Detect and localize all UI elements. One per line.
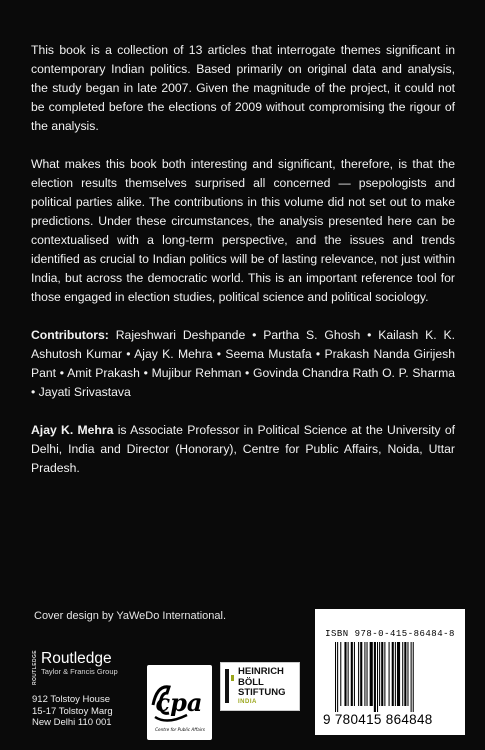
barcode-bar — [395, 642, 396, 706]
address-line-3: New Delhi 110 001 — [32, 717, 112, 728]
isbn-digits: 9 780415 864848 — [323, 712, 433, 727]
boll-line-3: STIFTUNG — [238, 687, 286, 698]
barcode-graphic — [335, 642, 455, 712]
publisher-block — [32, 648, 142, 729]
barcode-bar — [367, 642, 368, 706]
cover-design-credit: Cover design by YaWeDo International. — [34, 610, 227, 622]
publisher-name: Routledge — [41, 650, 112, 667]
barcode-bar — [397, 642, 400, 706]
barcode-bar — [335, 642, 336, 712]
barcode-bar — [360, 642, 362, 706]
publisher-vertical-mark: ROUTLEDGE — [32, 650, 38, 686]
barcode-bar — [402, 642, 403, 706]
publisher-logo — [32, 648, 142, 688]
barcode-bar — [381, 642, 383, 706]
isbn-label: ISBN 978-0-415-86484-8 — [325, 629, 455, 639]
boll-line-2: BÖLL — [238, 676, 264, 688]
author-name: Ajay K. Mehra — [31, 423, 114, 437]
barcode-bar — [404, 642, 406, 706]
boll-logo-text — [238, 667, 286, 706]
boll-emblem-icon — [224, 667, 238, 707]
heinrich-boll-logo — [220, 662, 300, 711]
barcode-bar — [364, 642, 365, 706]
barcode-bar — [389, 642, 390, 706]
barcode-bar — [370, 642, 373, 706]
barcode-bar — [377, 642, 378, 712]
boll-line-4: INDIA — [238, 698, 257, 705]
contributors-paragraph — [31, 326, 455, 402]
barcode-bar — [392, 642, 394, 706]
barcode-panel — [315, 609, 465, 735]
publisher-address — [32, 694, 142, 729]
barcode-bar — [358, 642, 359, 706]
cpa-logo — [147, 665, 212, 740]
cpa-logo-caption: Centre for Public Affairs — [155, 727, 205, 732]
barcode-bar — [411, 642, 412, 712]
barcode-bar — [413, 642, 414, 712]
barcode-bar — [379, 642, 380, 706]
barcode-bar — [344, 642, 346, 706]
blurb-paragraph-1: This book is a collection of 13 articles that interrogate themes significant in contemporary Indian politics. Based primarily on original data and analysis, the study began in late 2007. Given the magnitude of the project, it could not be completed before the elections of 2009 without compromising the rigour of the analysis. — [31, 43, 455, 133]
address-line-1: 912 Tolstoy House — [32, 694, 110, 705]
author-bio-paragraph — [31, 421, 455, 478]
barcode-bar — [348, 642, 349, 706]
barcode-bar — [374, 642, 376, 712]
back-cover-blurb — [31, 41, 455, 497]
barcode-bar — [407, 642, 408, 706]
blurb-paragraph-2: What makes this book both interesting and significant, therefore, is that the election results themselves surprised all concerned — psepologists and political parties alike. The contributions in this volume did not set out to make predictions. Under these circumstances, the analysis presented here can be contextualised with a long-term perspective, and the issues and trends identified as crucial to Indian politics will be of lasting relevance, not just within India, but across the democratic world. This is an important reference tool for those engaged in election studies, political science and political sociology. — [31, 157, 455, 304]
contributors-label: Contributors: — [31, 328, 109, 342]
barcode-bar — [337, 642, 338, 712]
address-line-2: 15-17 Tolstoy Marg — [32, 705, 113, 717]
publisher-group: Taylor & Francis Group — [41, 667, 118, 676]
contributors-list: Rajeshwari Deshpande • Partha S. Ghosh • Kailash K. K. Ashutosh Kumar • Ajay K. Mehra • Seema Mustafa • Prakash Nanda Girijesh Pant • Amit Prakash • Mujibur Rehman • Govinda Chandra Rath O. P. Sharma • Jayati Srivastava — [31, 328, 456, 399]
barcode-bar — [351, 642, 353, 706]
barcode-bar — [340, 642, 341, 706]
barcode-bar — [354, 642, 355, 706]
boll-line-1: HEINRICH — [238, 666, 284, 677]
cpa-logo-text: cpa — [155, 688, 203, 717]
cpa-logo-graphic — [147, 665, 212, 740]
barcode-bar — [384, 642, 385, 706]
author-bio: is Associate Professor in Political Science at the University of Delhi, India and Director (Honorary), Centre for Public Affairs, Noida, Uttar Pradesh. — [31, 423, 455, 475]
